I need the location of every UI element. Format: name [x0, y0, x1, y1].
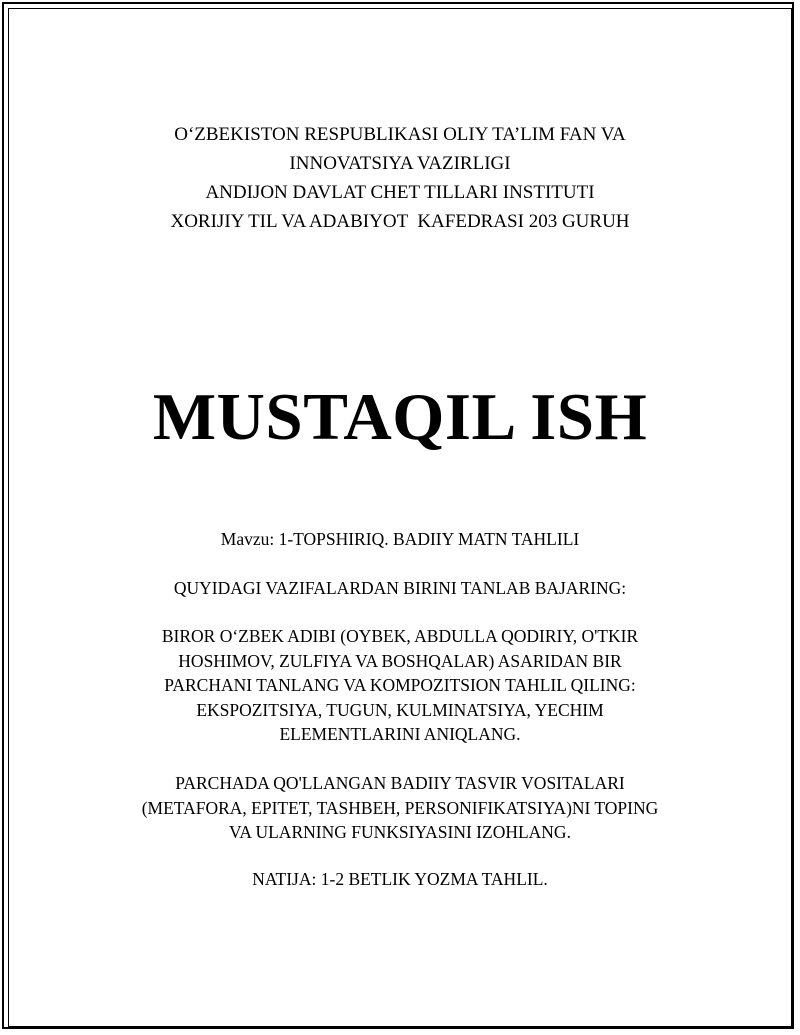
header-line: ANDIJON DAVLAT CHET TILLARI INSTITUTI: [205, 182, 595, 203]
header-line: XORIJIY TIL VA ADABIYOT KAFEDRASI 203 GURUH: [170, 211, 630, 232]
header-line: INNOVATSIYA VAZIRLIGI: [289, 153, 511, 174]
task-two-line: VA ULARNING FUNKSIYASINI IZOHLANG.: [229, 822, 571, 842]
topic-text: Mavzu: 1-TOPSHIRIQ. BADIIY MATN TAHLILI: [220, 529, 580, 549]
header-line: O‘ZBEKISTON RESPUBLIKASI OLIY TA’LIM FAN VA: [174, 124, 626, 145]
task-one-line: BIROR O‘ZBEK ADIBI (OYBEK, ABDULLA QODIRIY, O'TKIR: [161, 626, 639, 646]
document-title: MUSTAQIL ISH: [152, 380, 648, 454]
topic-line: [0, 527, 800, 552]
task-one-line: ELEMENTLARINI ANIQLANG.: [279, 724, 521, 744]
task-one-line: EKSPOZITSIYA, TUGUN, KULMINATSIYA, YECHIM: [196, 699, 604, 720]
task-two-line: (METAFORA, EPITET, TASHBEH, PERSONIFIKATSIYA)NI TOPING: [141, 797, 659, 818]
instruction-text: QUYIDAGI VAZIFALARDAN BIRINI TANLAB BAJARING:: [173, 578, 627, 598]
task-one-paragraph: [0, 624, 800, 747]
task-one-line: PARCHANI TANLANG VA KOMPOZITSION TAHLIL QILING:: [164, 675, 636, 695]
task-two-line: PARCHADA QO'LLANGAN BADIIY TASVIR VOSITALARI: [175, 773, 625, 793]
task-one-line: HOSHIMOV, ZULFIYA VA BOSHQALAR) ASARIDAN BIR: [178, 650, 622, 671]
task-two-paragraph: [0, 771, 800, 845]
institution-header: [0, 120, 800, 236]
result-text: NATIJA: 1-2 BETLIK YOZMA TAHLIL.: [252, 869, 548, 889]
instruction-line: [0, 576, 800, 601]
result-line: [0, 867, 800, 892]
